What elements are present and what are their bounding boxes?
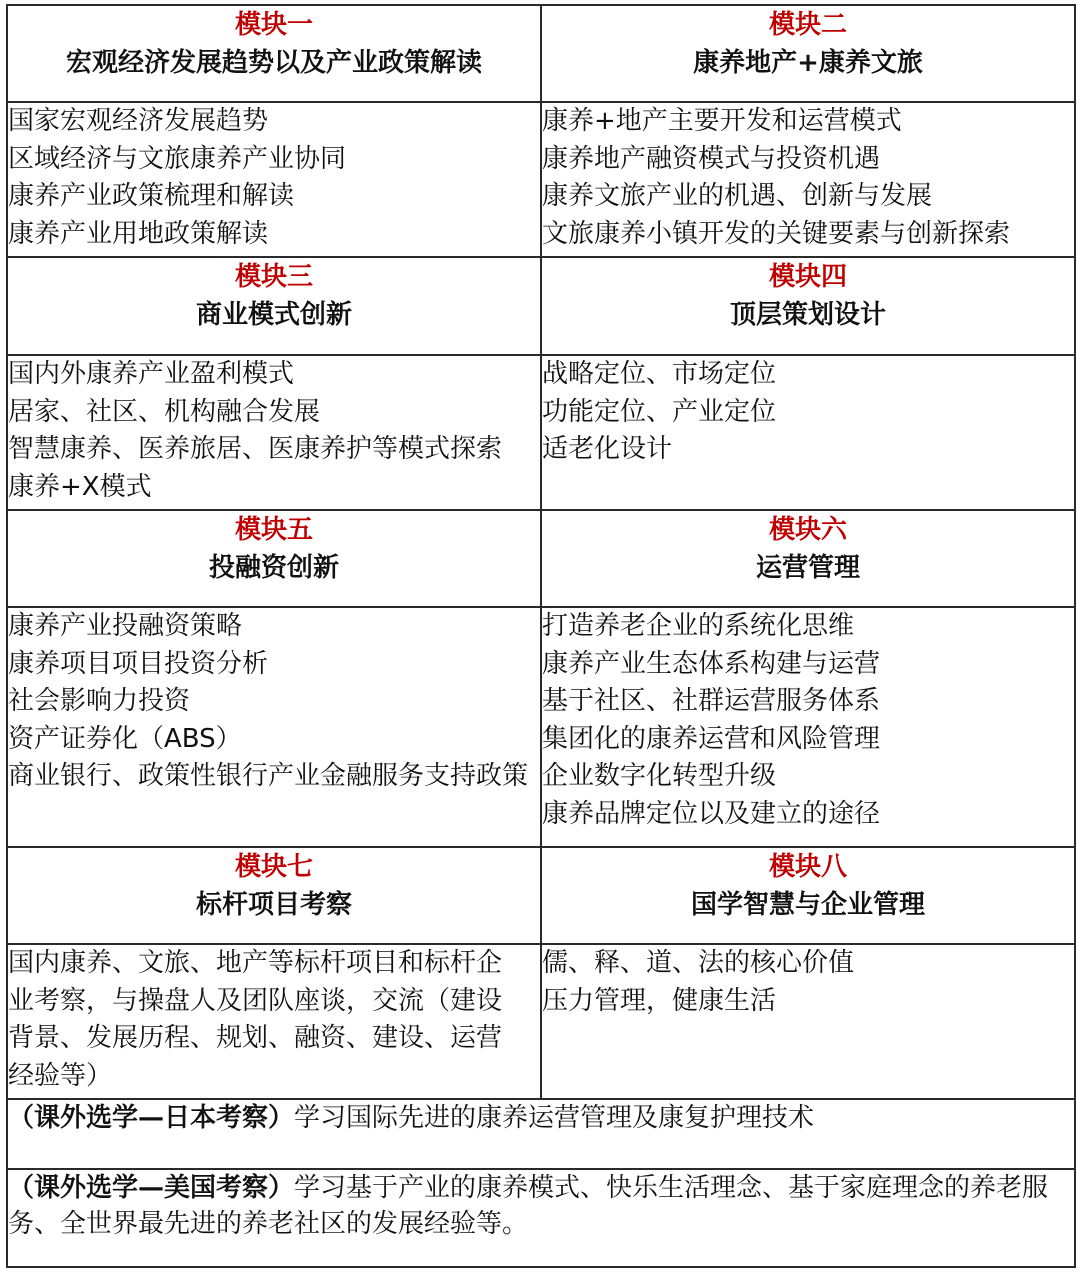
elective-text: 学习基于产业的康养模式、快乐生活理念、基于家庭理念的养老服务、全世界最先进的养老社区的发展经验等。: [8, 1173, 1049, 1239]
module-content: [541, 944, 1075, 1099]
module-header: [7, 847, 541, 944]
module-item: 基于社区、社群运营服务体系: [542, 686, 881, 716]
module-title: 标杆项目考察: [195, 890, 352, 920]
module-item: 康养产业用地政策解读: [8, 218, 269, 249]
module-number: 模块三: [234, 262, 313, 292]
module-content: [7, 944, 541, 1099]
module-header: [7, 5, 541, 102]
module-item: 康养产业政策梳理和解读: [8, 181, 295, 211]
module-item: 社会影响力投资: [8, 686, 191, 716]
module-header: [541, 510, 1075, 607]
module-content: [541, 607, 1075, 847]
module-item: 智慧康养、医养旅居、医康养护等模式探索: [8, 434, 503, 464]
module-content: [7, 355, 541, 510]
elective-label: （课外选学—日本考察）: [8, 1103, 295, 1133]
module-content: [7, 102, 541, 257]
module-item: 康养产业投融资策略: [8, 611, 243, 641]
curriculum-table: [6, 4, 1076, 1268]
module-item: 功能定位、产业定位: [542, 396, 777, 427]
module-title: 顶层策划设计: [729, 300, 886, 330]
module-item: 康养品牌定位以及建立的途径: [542, 798, 881, 829]
module-header: [541, 257, 1075, 355]
module-item: 国内外康养产业盈利模式: [8, 359, 295, 389]
module-number: 模块二: [768, 10, 847, 40]
module-number: 模块四: [768, 262, 847, 292]
module-item: 压力管理，健康生活: [542, 985, 777, 1016]
module-content: [7, 607, 541, 847]
module-title: 投融资创新: [208, 553, 339, 583]
module-item: 康养地产融资模式与投资机遇: [542, 143, 881, 174]
module-item: 资产证券化（ABS）: [8, 723, 242, 754]
module-item: 国内康养、文旅、地产等标杆项目和标杆企业考察，与操盘人及团队座谈，交流（建设背景、发展历程、规划、融资、建设、运营经验等）: [8, 948, 503, 1091]
module-item: 区域经济与文旅康养产业协同: [8, 143, 347, 174]
module-item: 康养文旅产业的机遇、创新与发展: [542, 181, 933, 211]
module-item: 适老化设计: [542, 434, 673, 464]
elective-usa: [7, 1169, 1075, 1267]
module-item: 康养项目项目投资分析: [8, 648, 269, 679]
elective-japan: [7, 1099, 1075, 1169]
module-item: 康养+地产主要开发和运营模式: [542, 106, 902, 136]
module-header: [7, 510, 541, 607]
module-title: 宏观经济发展趋势以及产业政策解读: [65, 48, 482, 78]
module-content: [541, 355, 1075, 510]
module-number: 模块八: [768, 852, 847, 882]
elective-text: 学习国际先进的康养运营管理及康复护理技术: [294, 1103, 815, 1133]
module-item: 商业银行、政策性银行产业金融服务支持政策: [8, 761, 529, 791]
module-item: 企业数字化转型升级: [542, 761, 777, 791]
module-number: 模块六: [768, 515, 847, 545]
module-item: 打造养老企业的系统化思维: [542, 611, 855, 641]
module-item: 儒、释、道、法的核心价值: [542, 948, 855, 978]
module-title: 康养地产+康养文旅: [693, 48, 923, 78]
module-title: 商业模式创新: [195, 300, 352, 330]
module-header: [7, 257, 541, 355]
module-header: [541, 847, 1075, 944]
module-item: 康养+X模式: [8, 471, 152, 502]
module-header: [541, 5, 1075, 102]
module-item: 康养产业生态体系构建与运营: [542, 648, 881, 679]
module-item: 国家宏观经济发展趋势: [8, 106, 269, 136]
module-number: 模块一: [234, 10, 313, 40]
module-item: 战略定位、市场定位: [542, 359, 777, 389]
module-number: 模块五: [234, 515, 313, 545]
module-item: 集团化的康养运营和风险管理: [542, 723, 881, 754]
elective-label: （课外选学—美国考察）: [8, 1173, 295, 1203]
module-item: 文旅康养小镇开发的关键要素与创新探索: [542, 218, 1011, 249]
module-title: 运营管理: [755, 553, 860, 583]
module-title: 国学智慧与企业管理: [690, 890, 925, 920]
module-number: 模块七: [234, 852, 313, 882]
module-item: 居家、社区、机构融合发展: [8, 396, 321, 427]
module-content: [541, 102, 1075, 257]
